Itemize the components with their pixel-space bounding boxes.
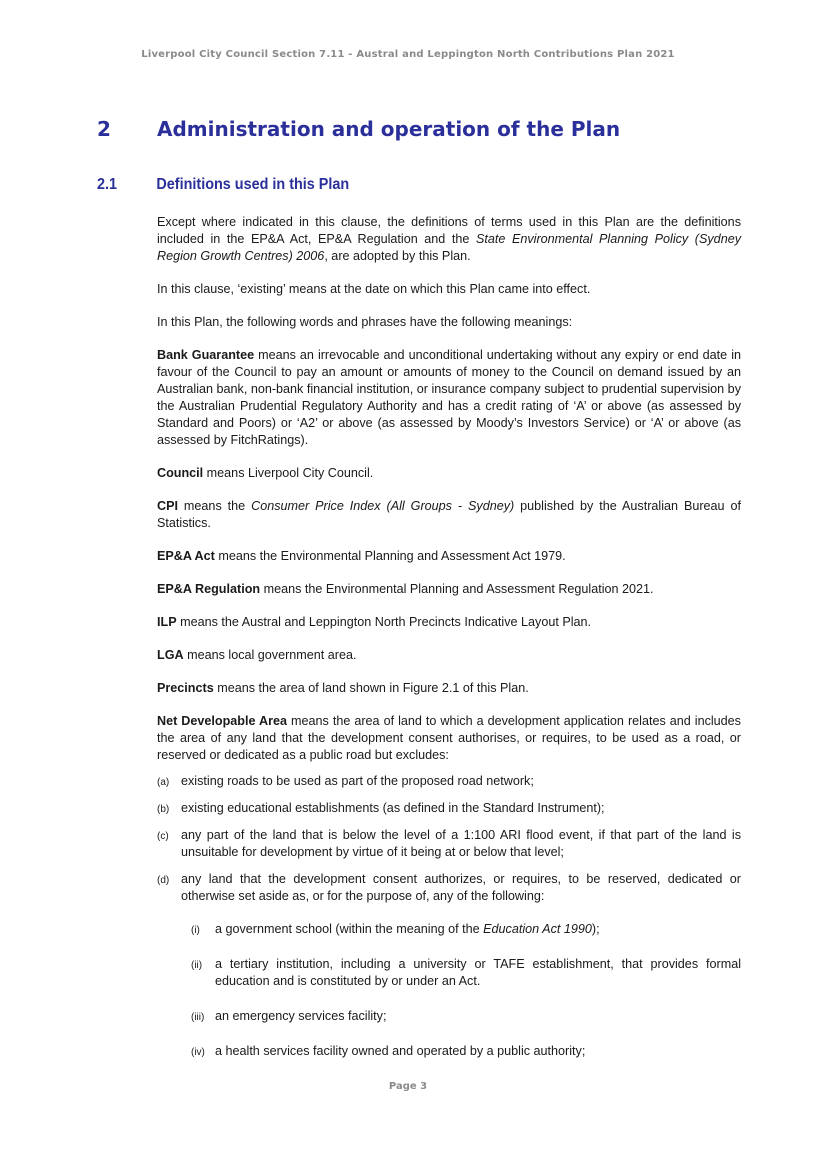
list-item-text: a government school (within the meaning of the (215, 922, 484, 936)
definition-ilp (157, 614, 741, 631)
page-number: Page 3 (388, 1081, 428, 1092)
intro-text-end: , are adopted by this Plan. (324, 249, 471, 263)
term-cpi: CPI (157, 499, 178, 513)
definition-epa-regulation (157, 581, 741, 598)
definition-net-developable-area (157, 713, 741, 764)
list-item-label: (iv) (191, 1047, 205, 1058)
list-item (181, 1043, 741, 1060)
list-item-label: (i) (191, 925, 200, 936)
list-item-text: a tertiary institution, including a university or TAFE establishment, that provides formal education and is constituted by or under an Act. (215, 957, 741, 988)
intro-text: Except where indicated in this clause, the definitions of terms used in this Plan are the definitions included in the EP&A Act, EP&A Regulation and the (157, 215, 741, 246)
definition-text: means the area of land to which a development application relates and includes the area of any land that the development consent authorises, or requires, to be used as a road, or reserved or dedicated as a public road but excludes: (157, 714, 741, 762)
list-item-label: (d) (157, 875, 170, 886)
definition-epa-act (157, 548, 741, 565)
list-item-text: an emergency services facility; (215, 1009, 387, 1023)
definition-text: means the Environmental Planning and Assessment Regulation 2021. (260, 582, 654, 596)
exclusions-list (157, 773, 741, 1060)
term-precincts: Precincts (157, 681, 214, 695)
definition-text-end: published by the Australian Bureau of Statistics. (157, 499, 742, 530)
existing-paragraph: In this clause, ‘existing’ means at the date on which this Plan came into effect. (157, 282, 591, 296)
cpi-index-name: Consumer Price Index (All Groups - Sydney) (251, 499, 515, 513)
term-epa-act: EP&A Act (157, 549, 215, 563)
term-lga: LGA (157, 648, 184, 662)
term-epa-regulation: EP&A Regulation (157, 582, 261, 596)
definition-text: means the (178, 499, 252, 513)
definition-text: means an irrevocable and unconditional undertaking without any expiry or end date in favour of the Council to pay an amount or amounts of money to the Council on demand issued by an Australian bank, non-bank financial institution, or insurance company subject to prudential supervision by the Australian Prudential Regulatory Authority and has a credit rating of ‘A’ or above (as assessed by Standard and Poors) or ‘A2’ or above (as assessed by Moody’s Investors Service) or ‘A’ or above (as assessed by FitchRatings). (157, 348, 741, 447)
section-number: 2 (97, 117, 111, 141)
term-council: Council (157, 466, 204, 480)
list-item (133, 871, 741, 1060)
definition-text: means the Austral and Leppington North Precincts Indicative Layout Plan. (176, 615, 592, 629)
list-item-label: (b) (157, 804, 170, 815)
list-item (133, 827, 741, 861)
section-title: Administration and operation of the Plan (157, 117, 621, 141)
list-item-text: existing roads to be used as part of the proposed road network; (181, 774, 534, 788)
definition-text: means local government area. (183, 648, 357, 662)
definition-text: means Liverpool City Council. (203, 466, 374, 480)
list-item (181, 956, 741, 990)
definition-text: means the Environmental Planning and Assessment Act 1979. (214, 549, 566, 563)
list-item-label: (c) (157, 831, 169, 842)
definition-cpi (157, 498, 741, 532)
term-ilp: ILP (157, 615, 177, 629)
subsection-number: 2.1 (97, 176, 118, 193)
list-item-text: existing educational establishments (as defined in the Standard Instrument); (181, 801, 605, 815)
list-item-text: any part of the land that is below the level of a 1:100 ARI flood event, if that part of the land is unsuitable for development by virtue of it being at or below that level; (181, 828, 741, 859)
definition-lga (157, 647, 741, 664)
sub-exclusions-list (181, 921, 741, 1060)
list-item-label: (iii) (191, 1012, 205, 1023)
definition-bank-guarantee (157, 347, 741, 449)
list-item-text: any land that the development consent authorizes, or requires, to be reserved, dedicated or otherwise set aside as, or for the purpose of, any of the following: (181, 872, 741, 903)
meanings-paragraph: In this Plan, the following words and phrases have the following meanings: (157, 315, 573, 329)
definition-text: means the area of land shown in Figure 2.1 of this Plan. (213, 681, 529, 695)
running-header: Liverpool City Council Section 7.11 - Austral and Leppington North Contributions Plan 2021 (141, 49, 675, 60)
list-item (181, 921, 741, 938)
definition-precincts (157, 680, 741, 697)
document-body (157, 214, 741, 1078)
subsection-title: Definitions used in this Plan (156, 176, 350, 193)
intro-paragraph (157, 214, 741, 265)
list-item (133, 773, 741, 790)
list-item-label: (ii) (191, 960, 203, 971)
term-net-developable-area: Net Developable Area (157, 714, 288, 728)
term-bank-guarantee: Bank Guarantee (157, 348, 255, 362)
list-item (181, 1008, 741, 1025)
list-item (133, 800, 741, 817)
list-item-text-end: ); (591, 922, 600, 936)
list-item-text: a health services facility owned and operated by a public authority; (215, 1044, 586, 1058)
sepp-title: State Environmental Planning Policy (Sydney Region Growth Centres) 2006 (157, 232, 741, 263)
definition-council (157, 465, 741, 482)
list-item-label: (a) (157, 777, 170, 788)
education-act-title: Education Act 1990 (483, 922, 592, 936)
